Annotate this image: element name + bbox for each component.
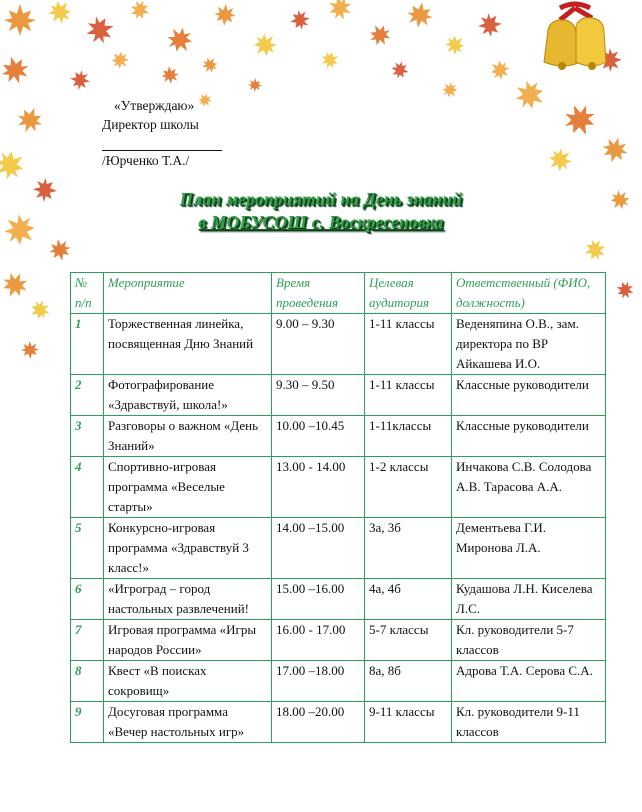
approval-heading: «Утверждаю» [114, 98, 195, 113]
event-cell: Фотографирование «Здравствуй, школа!» [104, 375, 272, 416]
table-row [71, 661, 606, 702]
audience-cell: 5-7 классы [365, 620, 452, 661]
row-number: 1 [71, 314, 104, 375]
leaf-icon [0, 53, 32, 88]
row-number: 6 [71, 579, 104, 620]
leaf-icon [389, 59, 411, 81]
time-cell: 18.00 –20.00 [272, 702, 365, 743]
responsible-cell: Кл. руководители 9-11 классов [452, 702, 606, 743]
leaf-icon [107, 47, 132, 72]
approval-position: Директор школы [102, 117, 199, 132]
leaf-icon [160, 65, 180, 85]
audience-cell: 1-11 классы [365, 314, 452, 375]
leaf-icon [486, 56, 514, 84]
leaf-icon [213, 3, 237, 27]
event-cell: Торжественная линейка, посвященная Дню Знаний [104, 314, 272, 375]
responsible-cell: Кудашова Л.Н. Киселева Л.С. [452, 579, 606, 620]
table-row [71, 620, 606, 661]
event-cell: Квест «В поисках сокровищ» [104, 661, 272, 702]
row-number: 3 [71, 416, 104, 457]
leaf-icon [69, 69, 92, 92]
header-time: Время проведения [272, 273, 365, 314]
leaf-icon [288, 8, 311, 31]
row-number: 9 [71, 702, 104, 743]
leaf-icon [441, 31, 469, 59]
leaf-icon [614, 279, 637, 302]
leaf-icon [248, 28, 282, 62]
table-row [71, 375, 606, 416]
audience-cell: 4а, 4б [365, 579, 452, 620]
audience-cell: 1-11 классы [365, 375, 452, 416]
audience-cell: 8а, 8б [365, 661, 452, 702]
event-cell: Спортивно-игровая программа «Веселые старты» [104, 457, 272, 518]
leaf-icon [21, 341, 40, 360]
time-cell: 9.00 – 9.30 [272, 314, 365, 375]
header-audience: Целевая аудитория [365, 273, 452, 314]
leaf-icon [543, 143, 577, 177]
row-number: 2 [71, 375, 104, 416]
leaf-icon [439, 79, 462, 102]
bells-icon [520, 0, 630, 110]
table-header-row [71, 273, 606, 314]
responsible-cell: Классные руководители [452, 375, 606, 416]
event-cell: Разговоры о важном «День Знаний» [104, 416, 272, 457]
table-row [71, 457, 606, 518]
responsible-cell: Дементьева Г.И. Миронова Л.А. [452, 518, 606, 579]
leaf-icon [4, 4, 36, 36]
table-row [71, 702, 606, 743]
responsible-cell: Инчакова С.В. Солодова А.В. Тарасова А.А. [452, 457, 606, 518]
responsible-cell: Адрова Т.А. Серова С.А. [452, 661, 606, 702]
time-cell: 13.00 - 14.00 [272, 457, 365, 518]
leaf-icon [599, 134, 631, 166]
time-cell: 9.30 – 9.50 [272, 375, 365, 416]
leaf-icon [477, 12, 503, 38]
leaf-icon [199, 54, 221, 76]
event-cell: «Игроград – город настольных развлечений! [104, 579, 272, 620]
time-cell: 15.00 –16.00 [272, 579, 365, 620]
responsible-cell: Классные руководители [452, 416, 606, 457]
row-number: 8 [71, 661, 104, 702]
row-number: 7 [71, 620, 104, 661]
events-table [70, 272, 606, 743]
leaf-icon [13, 103, 46, 136]
event-cell: Досуговая программа «Вечер настольных игр» [104, 702, 272, 743]
table-body [71, 314, 606, 743]
leaf-icon [26, 296, 53, 323]
leaf-icon [324, 0, 356, 24]
table-row [71, 518, 606, 579]
header-number: № п/п [71, 273, 104, 314]
responsible-cell: Кл. руководители 5-7 классов [452, 620, 606, 661]
time-cell: 16.00 - 17.00 [272, 620, 365, 661]
audience-cell: 1-11классы [365, 416, 452, 457]
event-cell: Конкурсно-игровая программа «Здравствуй 3 класс!» [104, 518, 272, 579]
leaf-icon [47, 237, 73, 263]
document-title-line1: План мероприятий на День знаний [179, 189, 463, 209]
table-row [71, 579, 606, 620]
header-event: Мероприятие [104, 273, 272, 314]
leaf-icon [318, 48, 342, 72]
time-cell: 14.00 –15.00 [272, 518, 365, 579]
audience-cell: 3а, 3б [365, 518, 452, 579]
header-responsible: Ответственный (ФИО, должность) [452, 273, 606, 314]
leaf-icon [83, 13, 118, 48]
leaf-icon [248, 78, 263, 93]
leaf-icon [43, 0, 77, 29]
time-cell: 17.00 –18.00 [272, 661, 365, 702]
table-row [71, 416, 606, 457]
audience-cell: 1-2 классы [365, 457, 452, 518]
leaf-icon [127, 0, 153, 23]
leaf-icon [0, 268, 32, 303]
row-number: 5 [71, 518, 104, 579]
event-cell: Игровая программа «Игры народов России» [104, 620, 272, 661]
audience-cell: 9-11 классы [365, 702, 452, 743]
table-row [71, 314, 606, 375]
leaf-icon [365, 20, 395, 50]
row-number: 4 [71, 457, 104, 518]
responsible-cell: Веденяпина О.В., зам. директора по ВР Айкашева И.О. [452, 314, 606, 375]
leaf-icon [405, 0, 435, 30]
signature-line [102, 136, 222, 151]
document-title-line2: в МОБУСОШ с. Воскресеновка [198, 212, 444, 232]
leaf-icon [581, 236, 609, 264]
time-cell: 10.00 –10.45 [272, 416, 365, 457]
leaf-icon [0, 144, 31, 185]
leaf-icon [162, 22, 198, 58]
approval-name: /Юрченко Т.А./ [102, 153, 190, 168]
approval-block [102, 96, 222, 170]
